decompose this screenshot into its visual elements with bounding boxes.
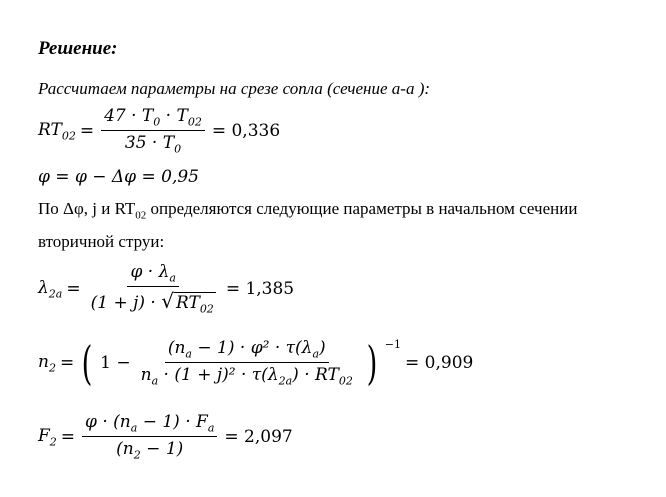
fraction: $\frac{\varphi \cdot \lambda_a}{(1 + j) \cdot √ RT_{02}}$ bbox=[90, 262, 214, 316]
intro-text: Рассчитаем параметры на срезе сопла (сечение a-a ): bbox=[38, 79, 431, 98]
equation-n2: $n_2$ = ( 1 − $\frac{(n_a - 1) \cdot \varphi^2 \cdot \tau(\lambda_a)}{n_a \cdot (1 + j)^2 \cdot \tau(\lambda_{2a}) \cdot RT_{02}}$ ) $^{-1}$ = 0,909 bbox=[38, 335, 474, 390]
fraction: $\frac{47 \cdot T_0 \cdot T_{02}}{35 \cdot T_0}$ bbox=[101, 106, 205, 156]
equation-lambda2a: $\lambda_{2a}$ = $\frac{\varphi \cdot \lambda_a}{(1 + j) \cdot √ RT_{02}}$ = 1,385 bbox=[38, 262, 295, 316]
fraction: $\frac{\varphi \cdot (n_a - 1) \cdot F_a}{(n_2 - 1)}$ bbox=[82, 412, 217, 462]
equation-f2: $F_2$ = $\frac{\varphi \cdot (n_a - 1) \cdot F_a}{(n_2 - 1)}$ = 2,097 bbox=[38, 412, 293, 462]
paragraph-line-2: вторичной струи: bbox=[38, 232, 165, 251]
equation-rt02: $RT_{02}$ = $\frac{47 \cdot T_0 \cdot T_{02}}{35 \cdot T_0}$ = 0,336 bbox=[38, 106, 281, 156]
paragraph-line-1: По Δφ, j и $RT_{02}$ определяются следующие параметры в начальном сечении bbox=[38, 199, 578, 222]
fraction: $\frac{(n_a - 1) \cdot \varphi^2 \cdot \tau(\lambda_a)}{n_a \cdot (1 + j)^2 \cdot \tau(\lambda_{2a}) \cdot RT_{02}}$ bbox=[140, 338, 353, 388]
solution-heading: Решение: bbox=[38, 38, 118, 59]
equation-phi: φ = φ − Δφ = 0,95 bbox=[38, 167, 199, 187]
